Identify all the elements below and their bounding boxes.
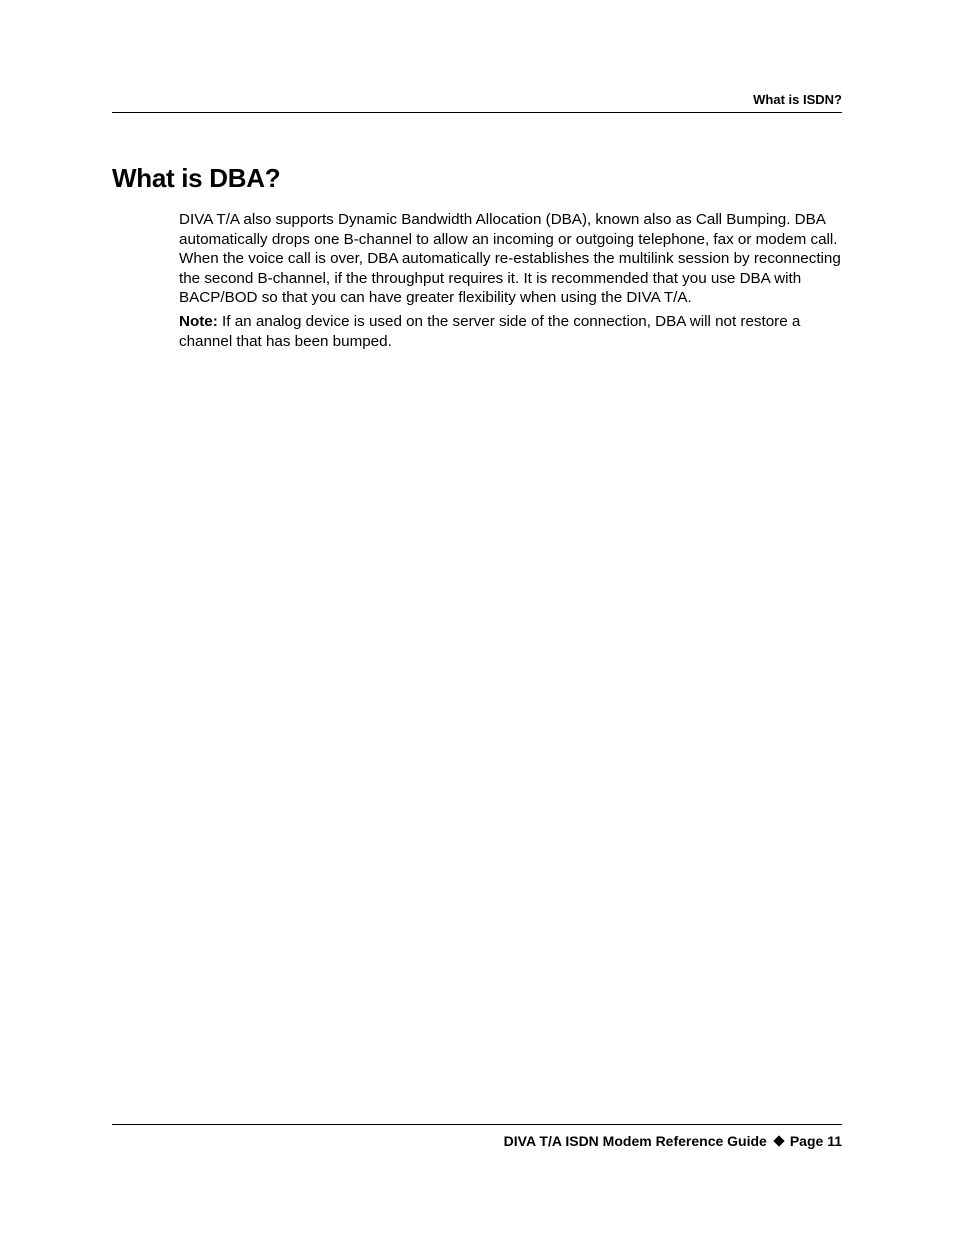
note-paragraph <box>179 312 842 351</box>
header-divider <box>112 112 842 113</box>
diamond-icon <box>773 1135 784 1146</box>
body-paragraph: DIVA T/A also supports Dynamic Bandwidth Allocation (DBA), known also as Call Bumping. DBA automatically drops one B-channel to allow an incoming or outgoing telephone, fax or modem call. When the voice call is over, DBA automatically re-establishes the multilink session by reconnecting the second B-channel, if the throughput requires it. It is recommended that you use DBA with BACP/BOD so that you can have greater flexibility when using the DIVA T/A. <box>179 211 841 307</box>
page-number: Page 11 <box>789 1133 842 1149</box>
guide-title: DIVA T/A ISDN Modem Reference Guide <box>503 1133 767 1149</box>
footer-divider <box>112 1124 842 1125</box>
section-title: What is DBA? <box>112 163 281 193</box>
note-label: Note: <box>179 312 218 330</box>
note-text: If an analog device is used on the server side of the connection, DBA will not restore a channel that has been bumped. <box>179 312 801 350</box>
running-header: What is ISDN? <box>753 92 842 107</box>
section-body <box>179 210 842 351</box>
running-footer <box>112 1132 842 1150</box>
